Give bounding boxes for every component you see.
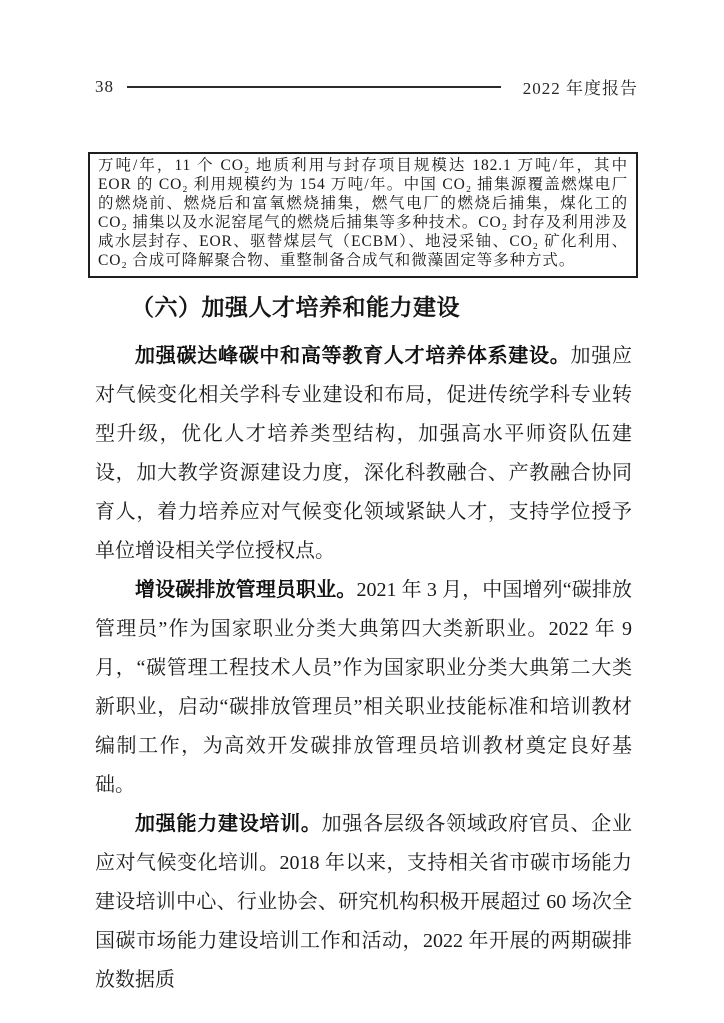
header-divider-line <box>127 86 501 88</box>
paragraph-lead: 加强碳达峰碳中和高等教育人才培养体系建设。 <box>135 345 571 367</box>
co2-ccus-callout-box <box>88 152 638 278</box>
body-text <box>95 337 632 1000</box>
paragraph-lead: 加强能力建设培训。 <box>135 813 322 835</box>
paragraph-lead: 增设碳排放管理员职业。 <box>135 579 357 601</box>
callout-text: 万吨/年，11 个 CO₂ 地质利用与封存项目规模达 182.1 万吨/年，其中 EOR 的 CO₂ 利用规模约为 154 万吨/年。中国 CO₂ 捕集源覆盖燃煤电厂的燃烧前、燃烧后和富氧燃烧捕集，燃气电厂的燃烧后捕集，煤化工的 CO₂ 捕集以及水泥窑尾气的燃烧后捕集等多种技术。CO₂ 封存及利用涉及咸水层封存、EOR、驱替煤层气（ECBM）、地浸采铀、CO₂ 矿化利用、CO₂ 合成可降解聚合物、重整制备合成气和微藻固定等多种方式。 <box>98 157 628 269</box>
page-number: 38 <box>95 76 114 96</box>
paragraph-body: 加强各层级各领域政府官员、企业应对气候变化培训。2018 年以来，支持相关省市碳市场能力建设培训中心、行业协会、研究机构积极开展超过 60 场次全国碳市场能力建设培训工作和活动，2022 年开展的两期碳排放数据质 <box>95 813 633 991</box>
paragraph-body: 加强应对气候变化相关学科专业建设和布局，促进传统学科专业转型升级，优化人才培养类型结构，加强高水平师资队伍建设，加大教学资源建设力度，深化科教融合、产教融合协同育人，着力培养应对气候变化领域紧缺人才，支持学位授予单位增设相关学位授权点。 <box>95 345 633 562</box>
page-header <box>95 74 638 99</box>
paragraph-capacity-building-training <box>95 805 632 1000</box>
paragraph-body: 2021 年 3 月，中国增列“碳排放管理员”作为国家职业分类大典第四大类新职业。2022 年 9 月，“碳管理工程技术人员”作为国家职业分类大典第二大类新职业，启动“碳排放管理员”相关职业技能标准和培训教材编制工作，为高效开发碳排放管理员培训教材奠定良好基础。 <box>95 579 632 796</box>
report-title: 2022 年度报告 <box>522 79 638 98</box>
paragraph-education-system <box>95 337 632 571</box>
section-heading: （六）加强人才培养和能力建设 <box>131 294 460 320</box>
paragraph-carbon-manager-occupation <box>95 571 632 805</box>
